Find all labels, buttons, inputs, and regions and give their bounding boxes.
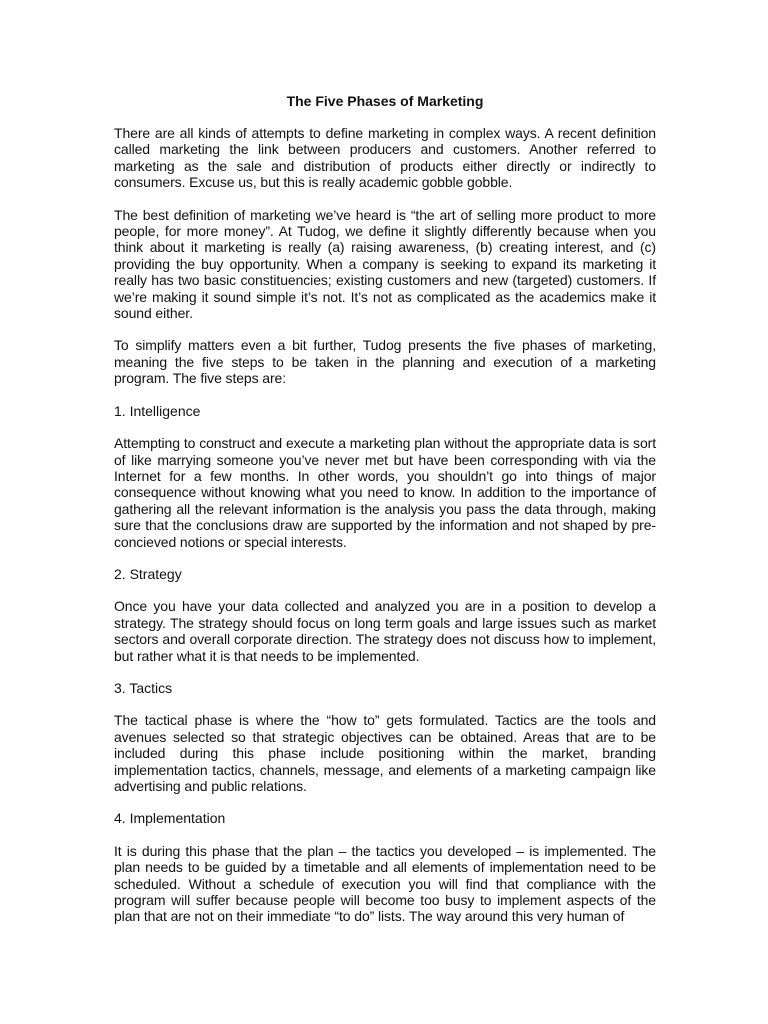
- paragraph-intelligence: Attempting to construct and execute a marketing plan without the appropriate data is sort of like marrying someone you’ve never met but have been corresponding with via the Internet for a few months. In other words, you shouldn’t go into things of major consequence without knowing what you need to know. In addition to the importance of gathering all the relevant information is the analysis you pass the data through, making sure that the conclusions draw are supported by the information and not shaped by pre-concieved notions or special interests.: [114, 435, 656, 550]
- heading-intelligence: 1. Intelligence: [114, 402, 201, 419]
- paragraph-five-steps-intro: To simplify matters even a bit further, Tudog presents the five phases of marketing, meaning the five steps to be taken in the planning and execution of a marketing program. The five steps are:: [114, 337, 656, 387]
- paragraph-tactics: The tactical phase is where the “how to” gets formulated. Tactics are the tools and avenues selected so that strategic objectives can be obtained. Areas that are to be included during this phase include positioning within the market, branding implementation tactics, channels, message, and elements of a marketing campaign like advertising and public relations.: [114, 712, 656, 794]
- paragraph-best-definition: The best definition of marketing we’ve heard is “the art of selling more product to more people, for more money”. At Tudog, we define it slightly differently because when you think about it marketing is really (a) raising awareness, (b) creating interest, and (c) providing the buy opportunity. When a company is seeking to expand its marketing it really has two basic constituencies; existing customers and new (targeted) customers. If we’re making it sound simple it’s not. It’s not as complicated as the academics make it sound either.: [114, 206, 656, 322]
- document-title: The Five Phases of Marketing: [286, 93, 484, 109]
- paragraph-implementation: It is during this phase that the plan – the tactics you developed – is implemented. The plan needs to be guided by a timetable and all elements of implementation need to be scheduled. Without a schedule of execution you will find that compliance with the program will suffer because people will become too busy to implement aspects of the plan that are not on their immediate “to do” lists. The way around this very human of: [114, 842, 656, 925]
- document-page: [114, 93, 656, 941]
- heading-implementation: 4. Implementation: [114, 810, 226, 827]
- paragraph-definition-intro: There are all kinds of attempts to define marketing in complex ways. A recent definition called marketing the link between producers and customers. Another referred to marketing as the sale and distribution of products either directly or indirectly to consumers. Excuse us, but this is really academic gobble gobble.: [114, 125, 656, 191]
- paragraph-strategy: Once you have your data collected and analyzed you are in a position to develop a strategy. The strategy should focus on long term goals and large issues such as market sectors and overall corporate direction. The strategy does not discuss how to implement, but rather what it is that needs to be implemented.: [114, 598, 656, 664]
- heading-strategy: 2. Strategy: [114, 565, 182, 582]
- heading-tactics: 3. Tactics: [114, 679, 173, 696]
